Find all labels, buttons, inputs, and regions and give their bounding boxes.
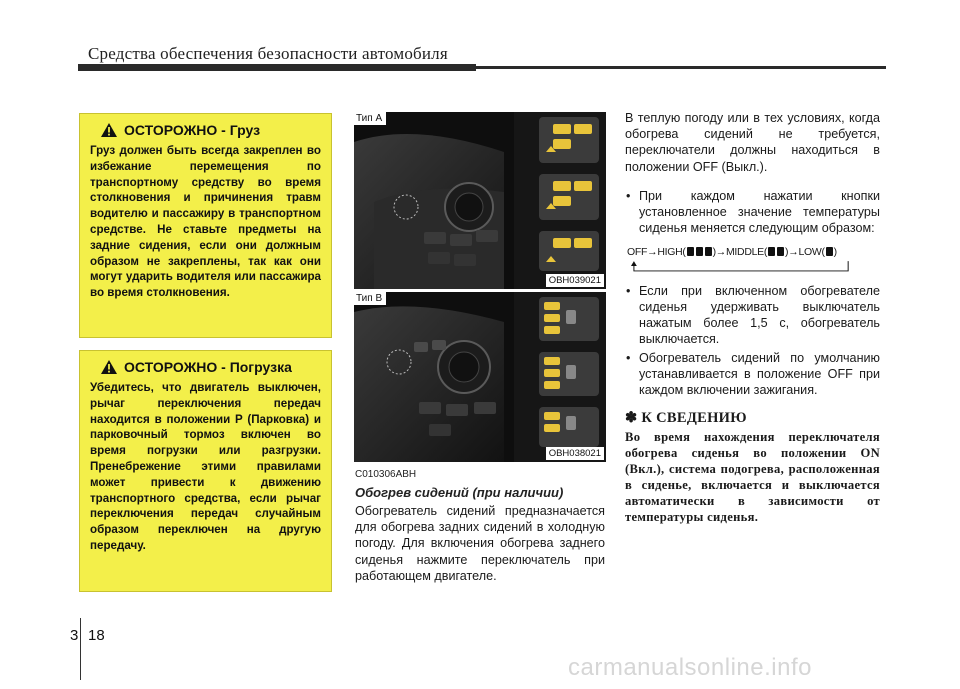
seat-heat-icon [687, 247, 694, 256]
console-illustration [354, 112, 606, 289]
bullet-item: • При каждом нажатии кнопки установленное значение температуры сиденья меняется следующим образом: [625, 188, 880, 237]
photo-type-label: Тип A [354, 112, 386, 125]
cycle-arrow: → [647, 246, 658, 259]
photo-type-label: Тип B [354, 292, 386, 305]
note-body: Во время нахождения переключателя обогрева сиденья во положении ON (Вкл.), система подогрева, расположенная в сиденье, включается и выключается автоматически в зависимости от температуры сиденья. [625, 430, 880, 525]
cycle-high: HIGH( [657, 246, 686, 259]
console-illustration [354, 292, 606, 462]
warning-triangle-icon [100, 122, 118, 138]
seat-heat-icon [777, 247, 784, 256]
chapter-number: 3 [70, 627, 79, 644]
cycle-close: ) [785, 246, 789, 259]
warning-text: Убедитесь, что двигатель выключен, рычаг переключения передач находится в положении P (Парковка) и парковочный тормоз включен во время погрузки или разгрузки. Пренебрежение этими правилами может привести к движению транспортного средства, если рычаг переключения передач случайным образом переключен на другую передачу. [90, 381, 321, 552]
section-title: Обогрев сидений (при наличии) [355, 485, 564, 500]
warning-box-cargo [79, 113, 332, 338]
footer-divider [80, 618, 81, 680]
warning-text: Груз должен быть всегда закреплен во избежание перемещения по транспортному средству во время столкновения и причинения травм водителю и пассажиру в транспортном средстве. Не ставьте предметы на задние сидения, если они должным образом не закреплены, так как они могут ударить водителя или пассажира во время столкновения. [90, 144, 321, 300]
section-body: Обогреватель сидений предназначается для обогрева задних сидений в холодную погоду. Для включения обогрева заднего сиденья нажмите переключатель при работающем двигателе. [355, 504, 605, 583]
warning-box-loading [79, 350, 332, 592]
photo-seat-heater-type-b [354, 292, 606, 462]
seat-heat-icon [768, 247, 775, 256]
watermark: carmanualsonline.info [568, 654, 812, 681]
photo-seat-heater-type-a [354, 112, 606, 289]
note-title: ✽ К СВЕДЕНИЮ [625, 410, 747, 427]
warning-triangle-icon [100, 359, 118, 375]
photo-code: OBH038021 [546, 447, 604, 460]
warning-title: ОСТОРОЖНО - Погрузка [124, 359, 292, 375]
header-rule-accent [78, 64, 476, 71]
cycle-middle: MIDDLE( [725, 246, 768, 259]
bullet-item: • Обогреватель сидений по умолчанию устанавливается в положение OFF при каждом включении зажигания. [625, 350, 880, 399]
cycle-close: ) [833, 246, 837, 259]
right-column [625, 110, 880, 525]
cycle-low: LOW( [798, 246, 825, 259]
page-number: 18 [88, 627, 105, 644]
seat-heat-icon [826, 247, 833, 256]
cycle-arrow: → [715, 246, 726, 259]
seat-heat-icon [705, 247, 712, 256]
seat-heat-icon [696, 247, 703, 256]
photo-code: OBH039021 [546, 274, 604, 287]
section-code: C010306ABH [355, 469, 417, 480]
cycle-close: ) [712, 246, 716, 259]
warning-header [100, 122, 321, 138]
heater-cycle-diagram [627, 244, 880, 260]
cycle-arrow: → [788, 246, 799, 259]
header-title: Средства обеспечения безопасности автомобиля [88, 44, 448, 63]
warning-title: ОСТОРОЖНО - Груз [124, 122, 261, 138]
warning-header [100, 359, 321, 375]
cycle-off: OFF [627, 246, 648, 259]
cycle-return-arrow-icon [630, 261, 855, 275]
intro-paragraph: В теплую погоду или в тех условиях, когда обогрева сидений не требуется, переключатели должны находиться в положении OFF (Выкл.). [625, 111, 880, 174]
bullet-item: • Если при включенном обогревателе сиденья удерживать выключатель нажатым более 1,5 с, обогреватель выключается. [625, 283, 880, 348]
